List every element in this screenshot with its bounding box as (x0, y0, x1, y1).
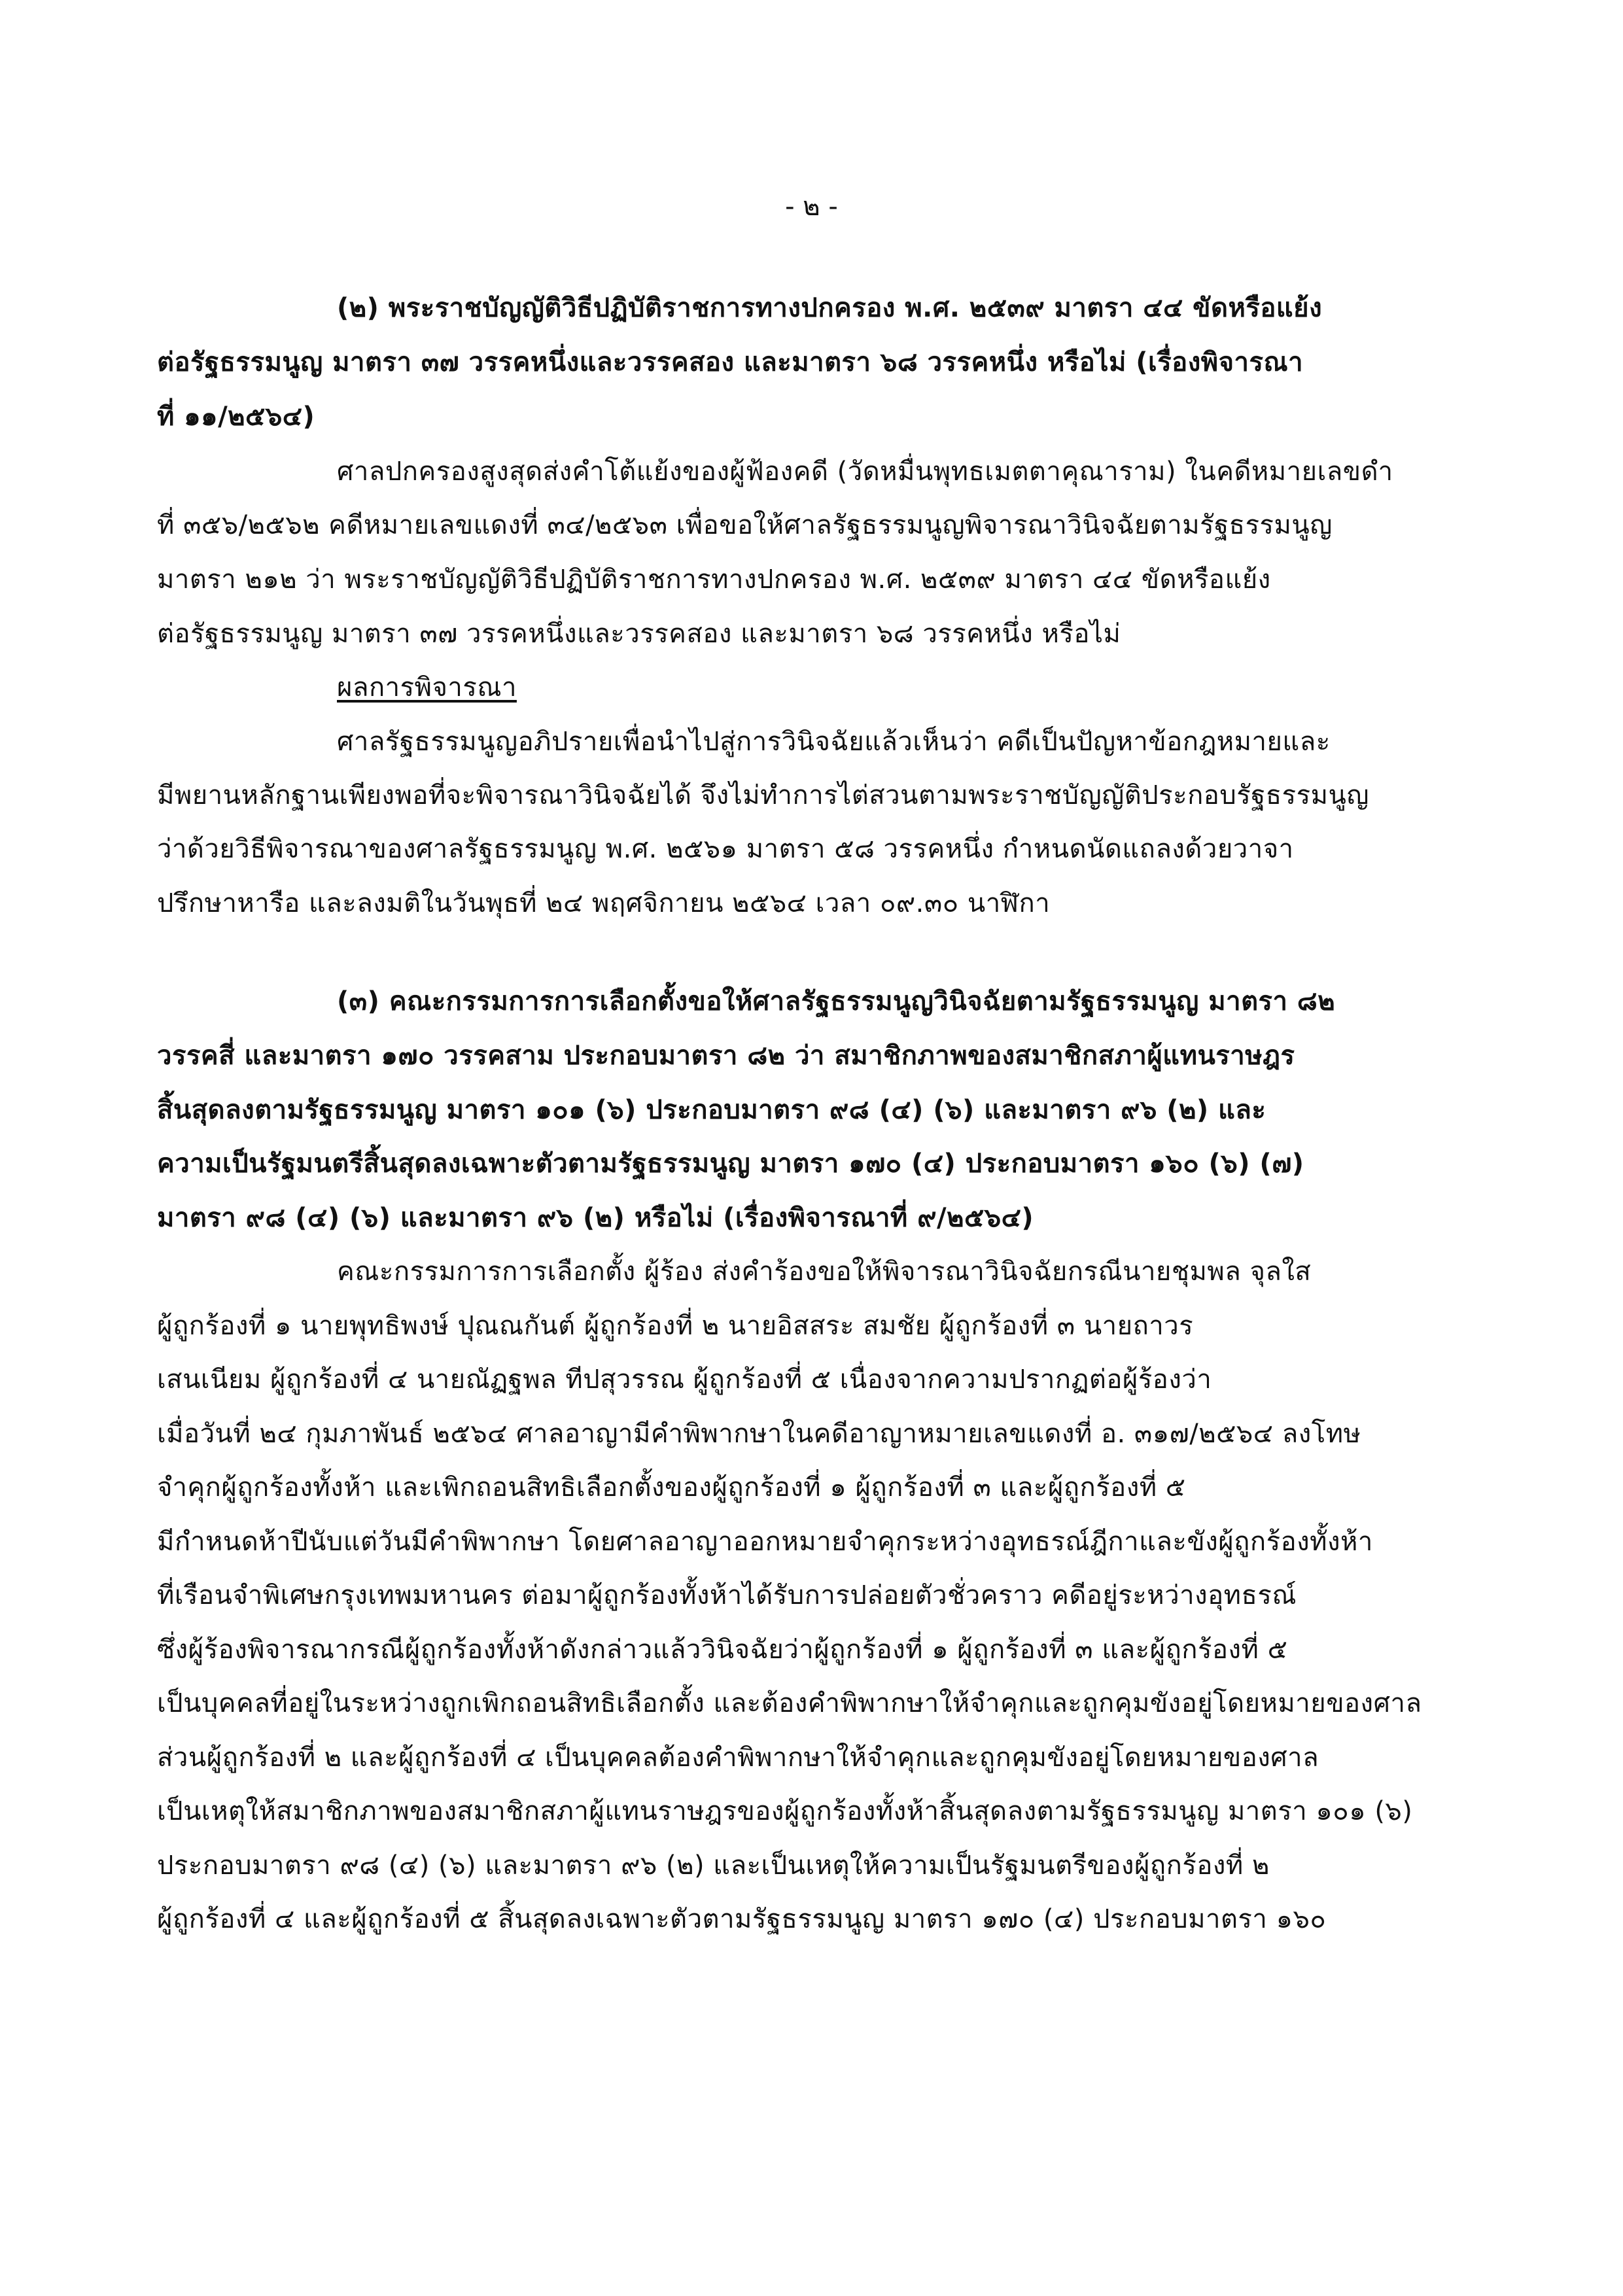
body-line: ผู้ถูกร้องที่ ๑ นายพุทธิพงษ์ ปุณณกันต์ ผู้ถูกร้องที่ ๒ นายอิสสระ สมชัย ผู้ถูกร้องที่ ๓ นายถาวร (157, 1311, 1194, 1341)
body-line: มีพยานหลักฐานเพียงพอที่จะพิจารณาวินิจฉัยได้ จึงไม่ทำการไต่สวนตามพระราชบัญญัติประกอบรัฐธรรมนูญ (157, 780, 1369, 810)
body-line: มาตรา ๒๑๒ ว่า พระราชบัญญัติวิธีปฏิบัติราชการทางปกครอง พ.ศ. ๒๕๓๙ มาตรา ๔๔ ขัดหรือแย้ง (157, 565, 1271, 595)
body-line: เมื่อวันที่ ๒๔ กุมภาพันธ์ ๒๕๖๔ ศาลอาญามีคำพิพากษาในคดีอาญาหมายเลขแดงที่ อ. ๓๑๗/๒๕๖๔ ลงโทษ (157, 1419, 1361, 1449)
heading-line: (๓) คณะกรรมการการเลือกตั้งขอให้ศาลรัฐธรรมนูญวินิจฉัยตามรัฐธรรมนูญ มาตรา ๘๒ (337, 986, 1336, 1017)
heading-line: ที่ ๑๑/๒๕๖๔) (157, 402, 315, 432)
body-line: ศาลปกครองสูงสุดส่งคำโต้แย้งของผู้ฟ้องคดี (วัดหมื่นพุทธเมตตาคุณาราม) ในคดีหมายเลขดำ (337, 457, 1393, 487)
body-line: ศาลรัฐธรรมนูญอภิปรายเพื่อนำไปสู่การวินิจฉัยแล้วเห็นว่า คดีเป็นปัญหาข้อกฎหมายและ (337, 727, 1331, 757)
heading-line: สิ้นสุดลงตามรัฐธรรมนูญ มาตรา ๑๐๑ (๖) ประกอบมาตรา ๙๘ (๔) (๖) และมาตรา ๙๖ (๒) และ (157, 1095, 1266, 1125)
body-line: ผู้ถูกร้องที่ ๔ และผู้ถูกร้องที่ ๕ สิ้นสุดลงเฉพาะตัวตามรัฐธรรมนูญ มาตรา ๑๗๐ (๔) ประกอบมาตรา ๑๖๐ (157, 1904, 1327, 1934)
body-line: เสนเนียม ผู้ถูกร้องที่ ๔ นายณัฏฐพล ทีปสุวรรณ ผู้ถูกร้องที่ ๕ เนื่องจากความปรากฏต่อผู้ร้องว่า (157, 1365, 1212, 1395)
heading-line: ต่อรัฐธรรมนูญ มาตรา ๓๗ วรรคหนึ่งและวรรคสอง และมาตรา ๖๘ วรรคหนึ่ง หรือไม่ (เรื่องพิจารณา (157, 347, 1304, 377)
body-line: ประกอบมาตรา ๙๘ (๔) (๖) และมาตรา ๙๖ (๒) และเป็นเหตุให้ความเป็นรัฐมนตรีของผู้ถูกร้องที่ ๒ (157, 1851, 1270, 1881)
body-line: ซึ่งผู้ร้องพิจารณากรณีผู้ถูกร้องทั้งห้าดังกล่าวแล้ววินิจฉัยว่าผู้ถูกร้องที่ ๑ ผู้ถูกร้องที่ ๓ และผู้ถูกร้องที่ ๕ (157, 1635, 1288, 1665)
body-line: ต่อรัฐธรรมนูญ มาตรา ๓๗ วรรคหนึ่งและวรรคสอง และมาตรา ๖๘ วรรคหนึ่ง หรือไม่ (157, 619, 1121, 649)
heading-line: (๒) พระราชบัญญัติวิธีปฏิบัติราชการทางปกครอง พ.ศ. ๒๕๓๙ มาตรา ๔๔ ขัดหรือแย้ง (337, 293, 1323, 323)
body-line: ว่าด้วยวิธีพิจารณาของศาลรัฐธรรมนูญ พ.ศ. ๒๕๖๑ มาตรา ๕๘ วรรคหนึ่ง กำหนดนัดแถลงด้วยวาจา (157, 834, 1294, 864)
body-line: เป็นบุคคลที่อยู่ในระหว่างถูกเพิกถอนสิทธิเลือกตั้ง และต้องคำพิพากษาให้จำคุกและถูกคุมขังอยู่โดยหมายของศาล (157, 1688, 1422, 1718)
body-line: ที่เรือนจำพิเศษกรุงเทพมหานคร ต่อมาผู้ถูกร้องทั้งห้าได้รับการปล่อยตัวชั่วคราว คดีอยู่ระหว่างอุทธรณ์ (157, 1580, 1297, 1610)
heading-line: ความเป็นรัฐมนตรีสิ้นสุดลงเฉพาะตัวตามรัฐธรรมนูญ มาตรา ๑๗๐ (๔) ประกอบมาตรา ๑๖๐ (๖) (๗) (157, 1149, 1304, 1179)
heading-line: วรรคสี่ และมาตรา ๑๗๐ วรรคสาม ประกอบมาตรา ๘๒ ว่า สมาชิกภาพของสมาชิกสภาผู้แทนราษฎร (157, 1041, 1295, 1071)
body-line: ปรึกษาหารือ และลงมติในวันพุธที่ ๒๔ พฤศจิกายน ๒๕๖๔ เวลา ๐๙.๓๐ นาฬิกา (157, 888, 1051, 918)
body-line: มีกำหนดห้าปีนับแต่วันมีคำพิพากษา โดยศาลอาญาออกหมายจำคุกระหว่างอุทธรณ์ฎีกาและขังผู้ถูกร้องทั้งห้า (157, 1527, 1373, 1557)
body-line: ส่วนผู้ถูกร้องที่ ๒ และผู้ถูกร้องที่ ๔ เป็นบุคคลต้องคำพิพากษาให้จำคุกและถูกคุมขังอยู่โดยหมายของศาล (157, 1743, 1319, 1773)
heading-line: มาตรา ๙๘ (๔) (๖) และมาตรา ๙๖ (๒) หรือไม่ (เรื่องพิจารณาที่ ๙/๒๕๖๔) (157, 1203, 1034, 1233)
body-line: จำคุกผู้ถูกร้องทั้งห้า และเพิกถอนสิทธิเลือกตั้งของผู้ถูกร้องที่ ๑ ผู้ถูกร้องที่ ๓ และผู้ถูกร้องที่ ๕ (157, 1472, 1186, 1503)
body-line: คณะกรรมการการเลือกตั้ง ผู้ร้อง ส่งคำร้องขอให้พิจารณาวินิจฉัยกรณีนายชุมพล จุลใส (337, 1257, 1312, 1287)
body-line: เป็นเหตุให้สมาชิกภาพของสมาชิกสภาผู้แทนราษฎรของผู้ถูกร้องทั้งห้าสิ้นสุดลงตามรัฐธรรมนูญ มาตรา ๑๐๑ (๖) (157, 1796, 1413, 1826)
page-number: - ๒ - (785, 192, 838, 222)
body-line: ที่ ๓๕๖/๒๕๖๒ คดีหมายเลขแดงที่ ๓๔/๒๕๖๓ เพื่อขอให้ศาลรัฐธรรมนูญพิจารณาวินิจฉัยตามรัฐธรรมนูญ (157, 510, 1333, 540)
result-heading: ผลการพิจารณา (337, 672, 517, 703)
